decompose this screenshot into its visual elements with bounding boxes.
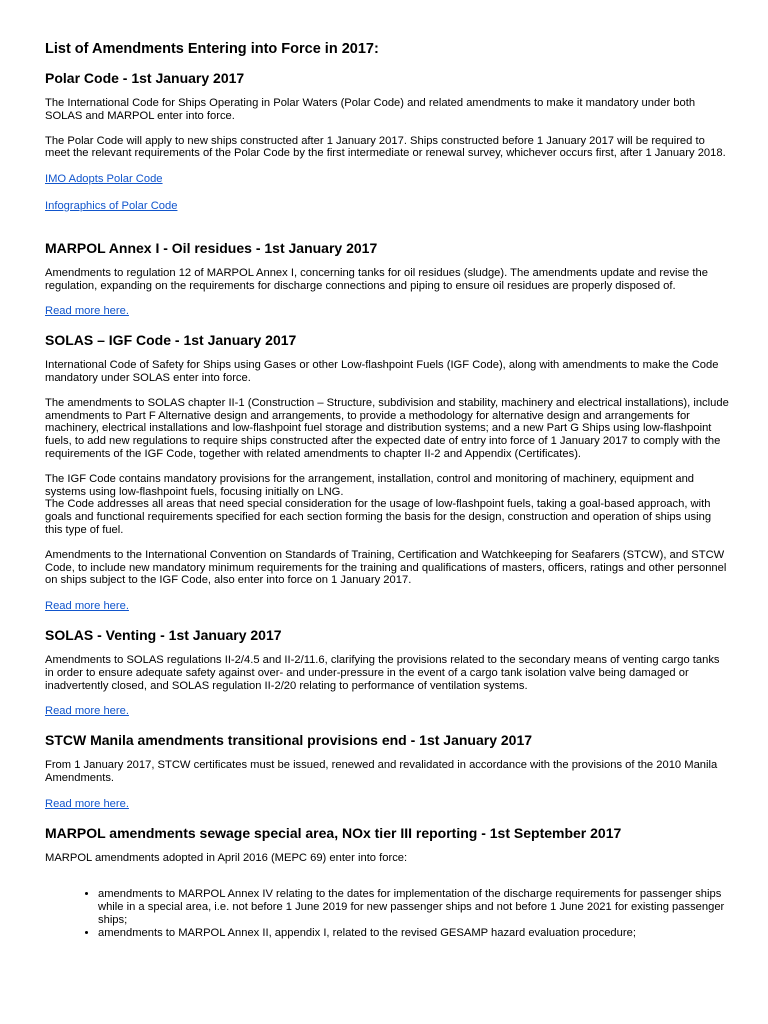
paragraph: The International Code for Ships Operating in Polar Waters (Polar Code) and related amendments to make it mandatory under both SOLAS and MARPOL enter into force.	[45, 97, 696, 122]
list-item: • amendments to MARPOL Annex IV relating to the dates for implementation of the discharge requirements for passenger ships while in a special area, i.e. not before 1 June 2019 for new passenger ships and not before 1 June 2021 for existing passenger ships;	[98, 888, 730, 926]
link-imo-adopts-polar-code[interactable]: IMO Adopts Polar Code	[45, 173, 163, 186]
paragraph: The Code addresses all areas that need special consideration for the usage of low-flashpoint fuels, taking a goal-based approach, with goals and functional requirements specified for each section forming the basis for the design, construction and operation of ships using this type of fuel.	[45, 498, 712, 536]
paragraph: The IGF Code contains mandatory provisions for the arrangement, installation, control and monitoring of machinery, equipment and systems using low-flashpoint fuels, focusing initially on LNG.	[45, 472, 695, 498]
amendments-list	[45, 888, 730, 939]
paragraph: From 1 January 2017, STCW certificates must be issued, renewed and revalidated in accordance with the provisions of the 2010 Manila Amendments.	[45, 759, 718, 784]
read-more-link[interactable]: Read more here.	[45, 797, 129, 810]
paragraph: The amendments to SOLAS chapter II-1 (Construction – Structure, subdivision and stability, machinery and electrical installations), include amendments to Part F Alternative design and arrangements, to provide a methodology for alternative design and arrangements for machinery, electrical installations and low-flashpoint fuel storage and distribution systems; and a new Part G Ships using low-flashpoint fuels, to add new regulations to require ships constructed after the expected date of entry into force of 1 January 2017 to comply with the requirements of the IGF Code, together with related amendments to chapter II-2 and Appendix (Certificates).	[45, 396, 729, 460]
list-item: • amendments to MARPOL Annex II, appendix I, related to the revised GESAMP hazard evaluation procedure;	[98, 927, 730, 940]
section-heading-marpol-sewage: MARPOL amendments sewage special area, NOx tier III reporting - 1st September 2017	[45, 824, 622, 841]
read-more-link[interactable]: Read more here.	[45, 305, 129, 318]
section-heading-stcw-manila: STCW Manila amendments transitional provisions end - 1st January 2017	[45, 732, 533, 749]
read-more-link[interactable]: Read more here.	[45, 705, 129, 718]
paragraph: Amendments to regulation 12 of MARPOL Annex I, concerning tanks for oil residues (sludge). The amendments update and revise the regulation, expanding on the requirements for discharge connections and piping to ensure oil residues are properly disposed of.	[45, 266, 708, 292]
document-page	[45, 40, 730, 939]
section-heading-marpol-annex-i: MARPOL Annex I - Oil residues - 1st January 2017	[45, 239, 378, 256]
paragraph: MARPOL amendments adopted in April 2016 (MEPC 69) enter into force:	[45, 851, 408, 864]
paragraph: The Polar Code will apply to new ships constructed after 1 January 2017. Ships constructed before 1 January 2017 will be required to meet the relevant requirements of the Polar Code by the first intermediate or renewal survey, whichever occurs first, after 1 January 2018.	[45, 134, 726, 160]
paragraph: Amendments to the International Convention on Standards of Training, Certification and Watchkeeping for Seafarers (STCW), and STCW Code, to include new mandatory minimum requirements for the training and qualifications of masters, officers, ratings and other personnel on ships subject to the IGF Code, also enter into force on 1 January 2017.	[45, 548, 727, 587]
section-heading-solas-igf: SOLAS – IGF Code - 1st January 2017	[45, 332, 297, 349]
section-heading-solas-venting: SOLAS - Venting - 1st January 2017	[45, 626, 282, 643]
paragraph: Amendments to SOLAS regulations II-2/4.5 and II-2/11.6, clarifying the provisions related to the secondary means of venting cargo tanks in order to ensure adequate safety against over- and under-pressure in the event of a cargo tank isolation valve being damaged or inadvertently closed, and SOLAS regulation II-2/20 relating to performance of ventilation systems.	[45, 653, 720, 692]
link-infographics-polar-code[interactable]: Infographics of Polar Code	[45, 199, 178, 212]
page-title: List of Amendments Entering into Force in 2017:	[45, 41, 379, 57]
section-heading-polar-code: Polar Code - 1st January 2017	[45, 70, 245, 86]
read-more-link[interactable]: Read more here.	[45, 600, 129, 613]
paragraph: International Code of Safety for Ships using Gases or other Low-flashpoint Fuels (IGF Code), along with amendments to make the Code mandatory under SOLAS enter into force.	[45, 359, 719, 384]
